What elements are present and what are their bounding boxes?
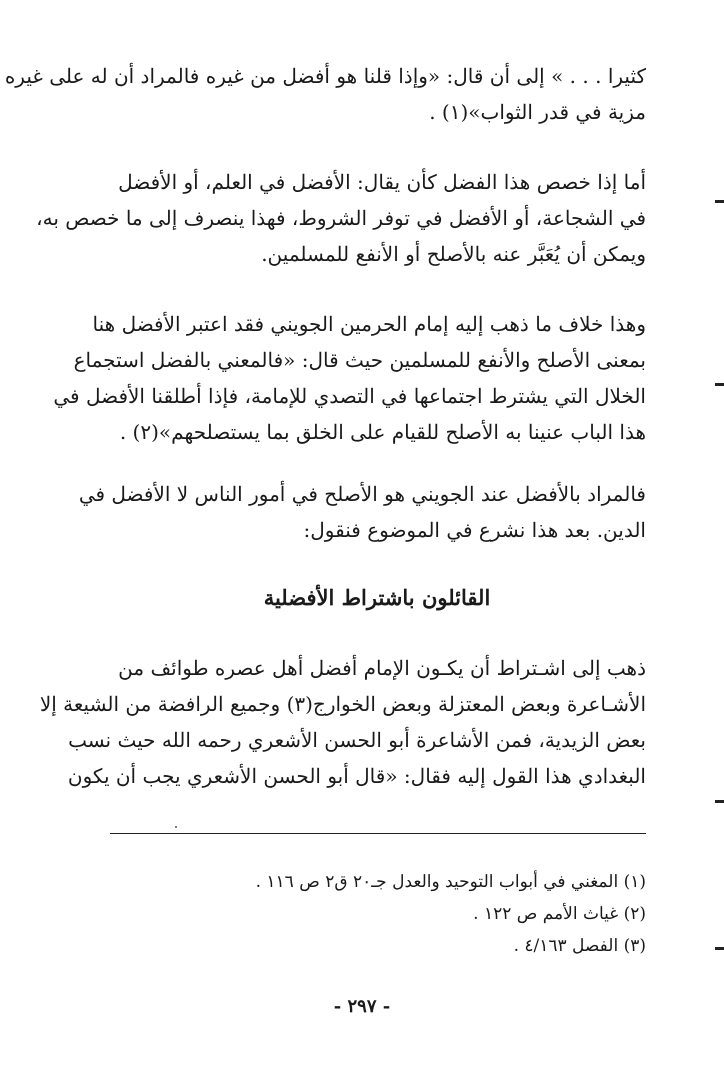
scan-edge-mark bbox=[715, 383, 724, 386]
footnote-2: (٢) غياث الأمم ص ١٢٢ . bbox=[473, 904, 646, 924]
text-line: الدين. بعد هذا نشرع في الموضوع فنقول: bbox=[303, 518, 646, 542]
text-line: ذهب إلى اشـتراط أن يكـون الإمام أفضل أهل عصره طوائف من bbox=[118, 656, 646, 680]
paragraph-4 bbox=[78, 476, 646, 548]
text-line: الأشـاعرة وبعض المعتزلة وبعض الخوارج(٣) وجميع الرافضة من الشيعة إلا bbox=[39, 692, 646, 716]
page-number: - ٢٩٧ - bbox=[333, 996, 391, 1017]
footnote-1: (١) المغني في أبواب التوحيد والعدل جـ٢٠ ق٢ ص ١١٦ . bbox=[255, 872, 646, 892]
footnote-3: (٣) الفصل ٤/١٦٣ . bbox=[513, 936, 646, 956]
scan-edge-mark bbox=[715, 947, 724, 950]
scan-speck bbox=[175, 826, 177, 828]
text-line: بمعنى الأصلح والأنفع للمسلمين حيث قال: «فالمعني بالفضل استجماع bbox=[73, 348, 646, 372]
text-line: كثيرا . . . » إلى أن قال: «وإذا قلنا هو أفضل من غيره فالمراد أن له على غيره bbox=[4, 64, 646, 88]
text-line: ويمكن أن يُعَبَّر عنه بالأصلح أو الأنفع للمسلمين. bbox=[261, 242, 646, 266]
text-line: البغدادي هذا القول إليه فقال: «قال أبو الحسن الأشعري يجب أن يكون bbox=[67, 764, 646, 788]
text-line: أما إذا خصص هذا الفضل كأن يقال: الأفضل في العلم، أو الأفضل bbox=[118, 170, 646, 194]
text-line: في الشجاعة، أو الأفضل في توفر الشروط، فهذا ينصرف إلى ما خصص به، bbox=[36, 206, 646, 230]
text-line: فالمراد بالأفضل عند الجويني هو الأصلح في أمور الناس لا الأفضل في bbox=[78, 482, 646, 506]
footnote-divider bbox=[110, 833, 646, 834]
text-line: الخلال التي يشترط اجتماعها في التصدي للإمامة، فإذا أطلقنا الأفضل في bbox=[53, 384, 646, 408]
text-line: بعض الزيدية، فمن الأشاعرة أبو الحسن الأشعري رحمه الله حيث نسب bbox=[68, 728, 646, 752]
scan-edge-mark bbox=[715, 200, 724, 203]
paragraph-5 bbox=[39, 650, 646, 794]
text-line: وهذا خلاف ما ذهب إليه إمام الحرمين الجويني فقد اعتبر الأفضل هنا bbox=[92, 312, 646, 336]
paragraph-3 bbox=[53, 306, 646, 450]
paragraph-1 bbox=[4, 58, 646, 130]
section-heading: القائلون باشتراط الأفضلية bbox=[263, 585, 491, 610]
text-line: مزية في قدر الثواب»(١) . bbox=[429, 100, 646, 124]
paragraph-2 bbox=[36, 164, 646, 272]
scan-edge-mark bbox=[715, 800, 724, 803]
text-line: هذا الباب عنينا به الأصلح للقيام على الخلق بما يستصلحهم»(٢) . bbox=[119, 420, 646, 444]
